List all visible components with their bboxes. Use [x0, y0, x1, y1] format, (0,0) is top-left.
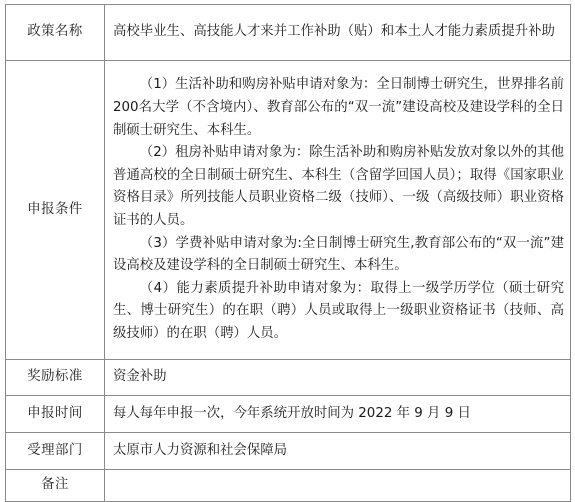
- row-award: [6, 360, 571, 396]
- value-award: 资金补助: [105, 360, 571, 396]
- row-policy-name: [6, 5, 571, 61]
- value-apply-time: 每人每年申报一次，今年系统开放时间为 2022 年 9 月 9 日: [105, 396, 571, 433]
- label-department: 受理部门: [6, 433, 105, 470]
- value-policy-name: 高校毕业生、高技能人才来并工作补助（贴）和本土人才能力素质提升补助: [105, 5, 571, 61]
- condition-paragraph-2: （2）租房补贴申请对象为：除生活补助和购房补贴发放对象以外的其他普通高校的全日制硕士研究生、本科生（含留学回国人员）；取得《国家职业资格目录》所列技能人员职业资格二级（技师）、一级（高级技师）职业资格证书的人员。: [113, 145, 564, 228]
- label-remarks: 备注: [6, 470, 105, 502]
- policy-table: [5, 4, 571, 502]
- row-conditions: [6, 61, 571, 360]
- label-award: 奖励标准: [6, 360, 105, 396]
- condition-paragraph-1: （1）生活补助和购房补贴申请对象为：全日制博士研究生，世界排名前200名大学（不含境内）、教育部公布的“双一流”建设高校及建设学科的全日制硕士研究生、本科生。: [113, 77, 564, 138]
- value-conditions: [105, 61, 571, 360]
- value-department: 太原市人力资源和社会保障局: [105, 433, 571, 470]
- condition-paragraph-3: （3）学费补贴申请对象为:全日制博士研究生,教育部公布的“双一流”建设高校及建设学科的全日制硕士研究生、本科生。: [113, 235, 564, 274]
- label-conditions: 申报条件: [6, 61, 105, 360]
- label-policy-name: 政策名称: [6, 5, 105, 61]
- condition-paragraph-4: （4）能力素质提升补助申请对象为：取得上一级学历学位（硕士研究生、博士研究生）的在职（聘）人员或取得上一级职业资格证书（技师、高级技师）的在职（聘）人员。: [113, 280, 564, 341]
- label-apply-time: 申报时间: [6, 396, 105, 433]
- row-apply-time: [6, 396, 571, 433]
- row-department: [6, 433, 571, 470]
